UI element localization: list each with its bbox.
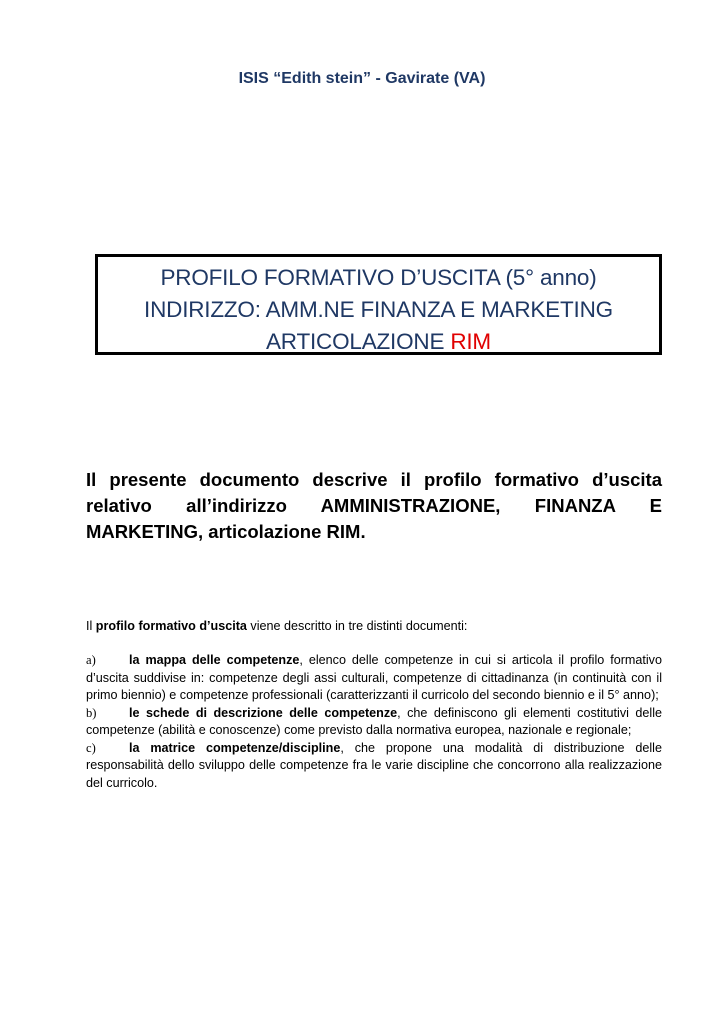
lead-suffix: viene descritto in tre distinti documenti: bbox=[246, 619, 468, 633]
title-box bbox=[95, 254, 662, 355]
title-line-3-prefix: ARTICOLAZIONE bbox=[266, 329, 451, 354]
list-item bbox=[86, 705, 662, 740]
lead-prefix: Il bbox=[86, 619, 96, 633]
list-item-bold: le schede di descrizione delle competenze bbox=[129, 705, 398, 720]
list-item-text: , che propone una modalità di distribuzione delle responsabilità dello sviluppo delle competenze fra le varie discipline che concorrono alla realizzazione del curricolo. bbox=[86, 740, 662, 790]
title-line-2: INDIRIZZO: AMM.NE FINANZA E MARKETING bbox=[144, 297, 613, 322]
list-marker: b) bbox=[86, 705, 97, 720]
intro-paragraph: Il presente documento descrive il profilo formativo d’uscita relativo all’indirizzo AMMINISTRAZIONE, FINANZA E MARKETING, articolazione RIM. bbox=[86, 469, 662, 542]
documents-list bbox=[86, 652, 662, 792]
list-item-bold: la mappa delle competenze bbox=[129, 653, 300, 667]
list-item bbox=[86, 740, 662, 793]
title-line-3 bbox=[98, 326, 659, 358]
list-item-text: , elenco delle competenze in cui si articola il profilo formativo d’uscita suddivise in: competenze degli assi culturali, competenze di cittadinanza (in continuità con il primo biennio) e competenze professionali (caratterizzanti il curricolo del secondo biennio e il 5° anno); bbox=[86, 653, 662, 702]
lead-paragraph bbox=[86, 618, 662, 636]
list-marker: a) bbox=[86, 653, 96, 667]
lead-bold: profilo formativo d’uscita bbox=[95, 619, 247, 633]
list-item bbox=[86, 652, 662, 705]
title-line-1: PROFILO FORMATIVO D’USCITA (5° anno) bbox=[160, 265, 597, 290]
list-item-text: , che definiscono gli elementi costitutivi delle competenze (abilità e conoscenze) come previsto dalla normativa europea, nazionale e regionale; bbox=[86, 705, 663, 737]
list-item-bold: la matrice competenze/discipline bbox=[129, 740, 341, 755]
list-marker: c) bbox=[86, 740, 96, 755]
school-header: ISIS “Edith stein” - Gavirate (VA) bbox=[238, 70, 486, 87]
title-accent-rim: RIM bbox=[450, 329, 491, 354]
